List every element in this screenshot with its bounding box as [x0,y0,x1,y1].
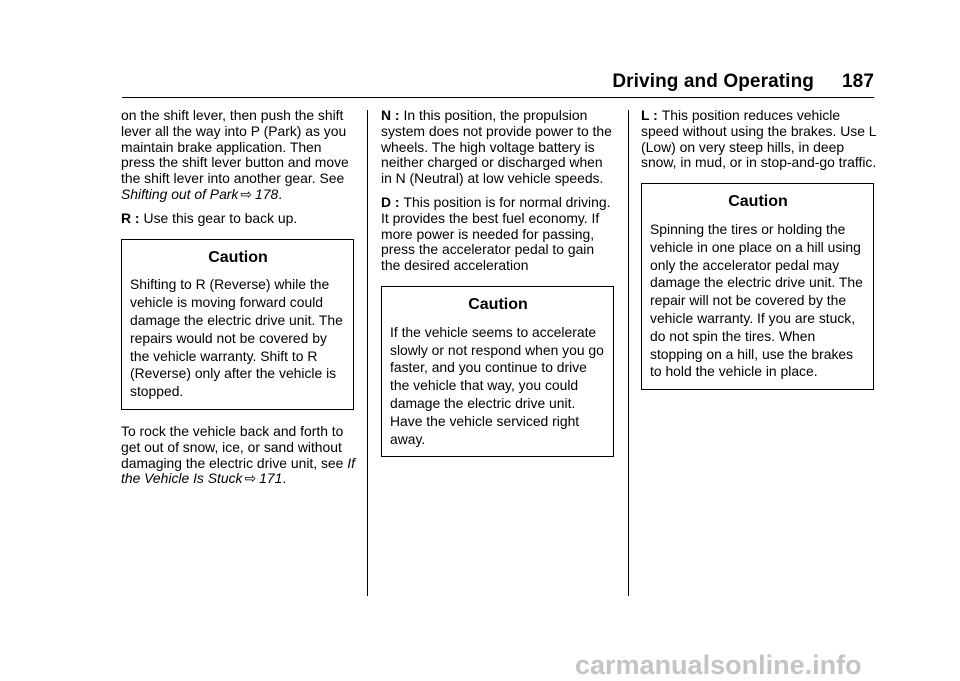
page-ref-171[interactable]: 171 [259,470,283,487]
page-ref-arrow-icon: ⇨ [240,185,253,202]
watermark: carmanualsonline.info [575,650,862,680]
caution-box-drive [381,286,614,457]
gear-label-l: L : [641,107,658,123]
section-title: Driving and Operating [612,71,814,92]
column-3 [641,108,877,404]
gear-label-n: N : [381,107,400,123]
low-paragraph: L : This position reduces vehicle speed without using the brakes. Use L (Low) on very steep hills, in deep snow, in mud, or in stop-and-go traffic. [641,107,877,171]
neutral-paragraph: N : In this position, the propulsion system does not provide power to the wheels. The high voltage battery is neither charged or discharged when in N (Neutral) at low vehicle speeds. [381,107,612,187]
column-2 [381,108,617,471]
gear-label-d: D : [381,193,400,210]
page-header [612,71,874,93]
reverse-paragraph: R : Use this gear to back up. [121,209,298,226]
page-ref-arrow-icon: ⇨ [244,470,257,487]
column-divider-2 [628,110,629,596]
drive-paragraph: D : This position is for normal driving. It provides the best fuel economy. If more power is needed for passing, press the accelerator pedal to gain the desired acceleration [381,193,611,274]
intro-paragraph: on the shift lever, then push the shift lever all the way into P (Park) as you maintain brake application. Then press the shift lever button and move the shift lever into another gear. See Shifting out of Park ⇨ 178. [121,107,349,202]
column-divider-1 [367,110,368,596]
caution-text: Shifting to R (Reverse) while the vehicle is moving forward could damage the electric drive unit. The repairs would not be covered by the vehicle warranty. Shift to R (Reverse) only after the vehicle is stopped. [130,276,343,400]
caution-box-low [641,183,874,390]
xref-vehicle-stuck[interactable]: If the Vehicle Is Stuck [121,454,355,487]
caution-title: Caution [468,295,528,313]
gear-label-r: R : [121,209,140,226]
caution-box-reverse [121,239,354,410]
header-rule [122,97,874,98]
xref-shifting-out-of-park[interactable]: Shifting out of Park [121,185,239,202]
page-ref-178[interactable]: 178 [255,185,279,202]
rock-paragraph: To rock the vehicle back and forth to get out of snow, ice, or sand without damaging the electric drive unit, see If the Vehicle Is Stuck ⇨ 171. [121,422,355,487]
caution-title: Caution [208,248,268,266]
caution-title: Caution [728,193,788,211]
page-number: 187 [841,71,874,92]
column-1 [121,108,357,495]
caution-text: If the vehicle seems to accelerate slowly or not respond when you go faster, and you continue to drive the vehicle that way, you could damage the electric drive unit. Have the vehicle serviced right away. [390,323,604,447]
caution-text: Spinning the tires or holding the vehicle in one place on a hill using only the accelerator pedal may damage the electric drive unit. The repair will not be covered by the vehicle warranty. If you are stuck, do not spin the tires. When stopping on a hill, use the brakes to hold the vehicle in place. [650,220,863,380]
